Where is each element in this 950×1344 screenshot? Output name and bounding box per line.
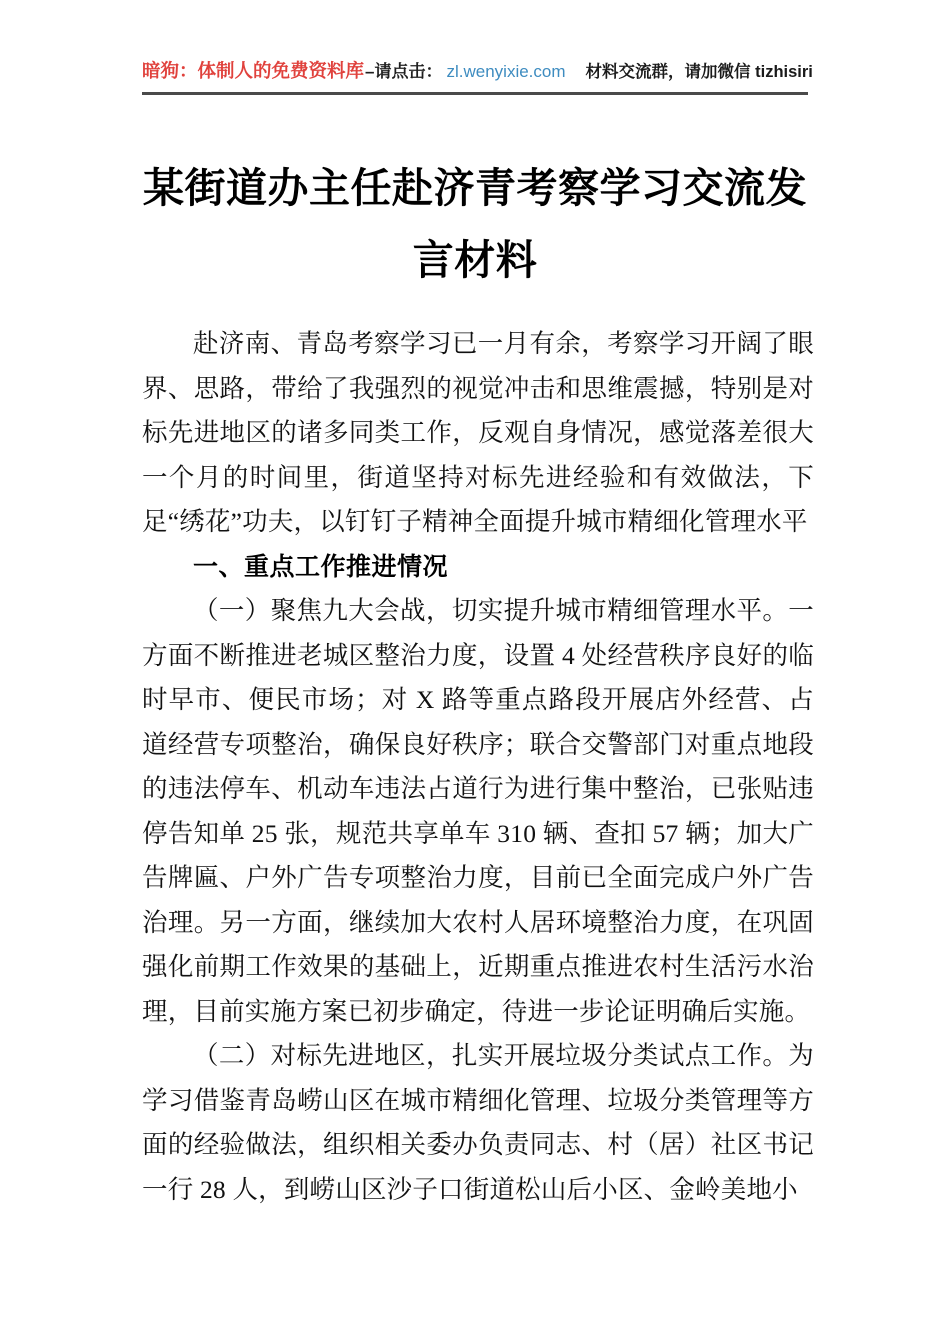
- document-body: [142, 322, 814, 1212]
- body-paragraph: （一）聚焦九大会战，切实提升城市精细管理水平。一方面不断推进老城区整治力度，设置 4 处经营秩序良好的临时早市、便民市场；对 X 路等重点路段开展店外经营、占道经营专项整治，确保良好秩序；联合交警部门对重点地段的违法停车、机动车违法占道行为进行集中整治，已张贴违停告知单 25 张，规范共享单车 310 辆、查扣 57 辆；加大广告牌匾、户外广告专项整治力度，目前已全面完成户外广告治理。另一方面，继续加大农村人居环境整治力度，在巩固强化前期工作效果的基础上，近期重点推进农村生活污水治理，目前实施方案已初步确定，待进一步论证明确后实施。: [142, 596, 814, 1026]
- body-paragraph: （二）对标先进地区，扎实开展垃圾分类试点工作。为学习借鉴青岛崂山区在城市精细化管理、垃圾分类管理等方面的经验做法，组织相关委办负责同志、村（居）社区书记一行 28 人，到崂山区沙子口街道松山后小区、金岭美地小: [142, 1041, 814, 1204]
- promo-red-text: 暗狗：体制人的免费资料库: [142, 60, 365, 81]
- promo-click-label: –请点击：: [365, 62, 443, 81]
- promo-header-line: [142, 58, 813, 85]
- promo-header-banner: [142, 58, 813, 85]
- header-divider-rule: [142, 92, 808, 95]
- body-paragraph: 赴济南、青岛考察学习已一月有余，考察学习开阔了眼界、思路，带给了我强烈的视觉冲击和思维震撼，特别是对标先进地区的诸多同类工作，反观自身情况，感觉落差很大一个月的时间里，街道坚持对标先进经验和有效做法，下足“绣花”功夫，以钉钉子精神全面提升城市精细化管理水平: [142, 329, 814, 536]
- section-heading: 一、重点工作推进情况: [193, 552, 449, 581]
- promo-wechat-text: 材料交流群，请加微信 tizhisiri: [585, 63, 813, 81]
- promo-site-link[interactable]: zl.wenyixie.com: [446, 62, 566, 81]
- page-title: 某街道办主任赴济青考察学习交流发言材料: [143, 165, 807, 283]
